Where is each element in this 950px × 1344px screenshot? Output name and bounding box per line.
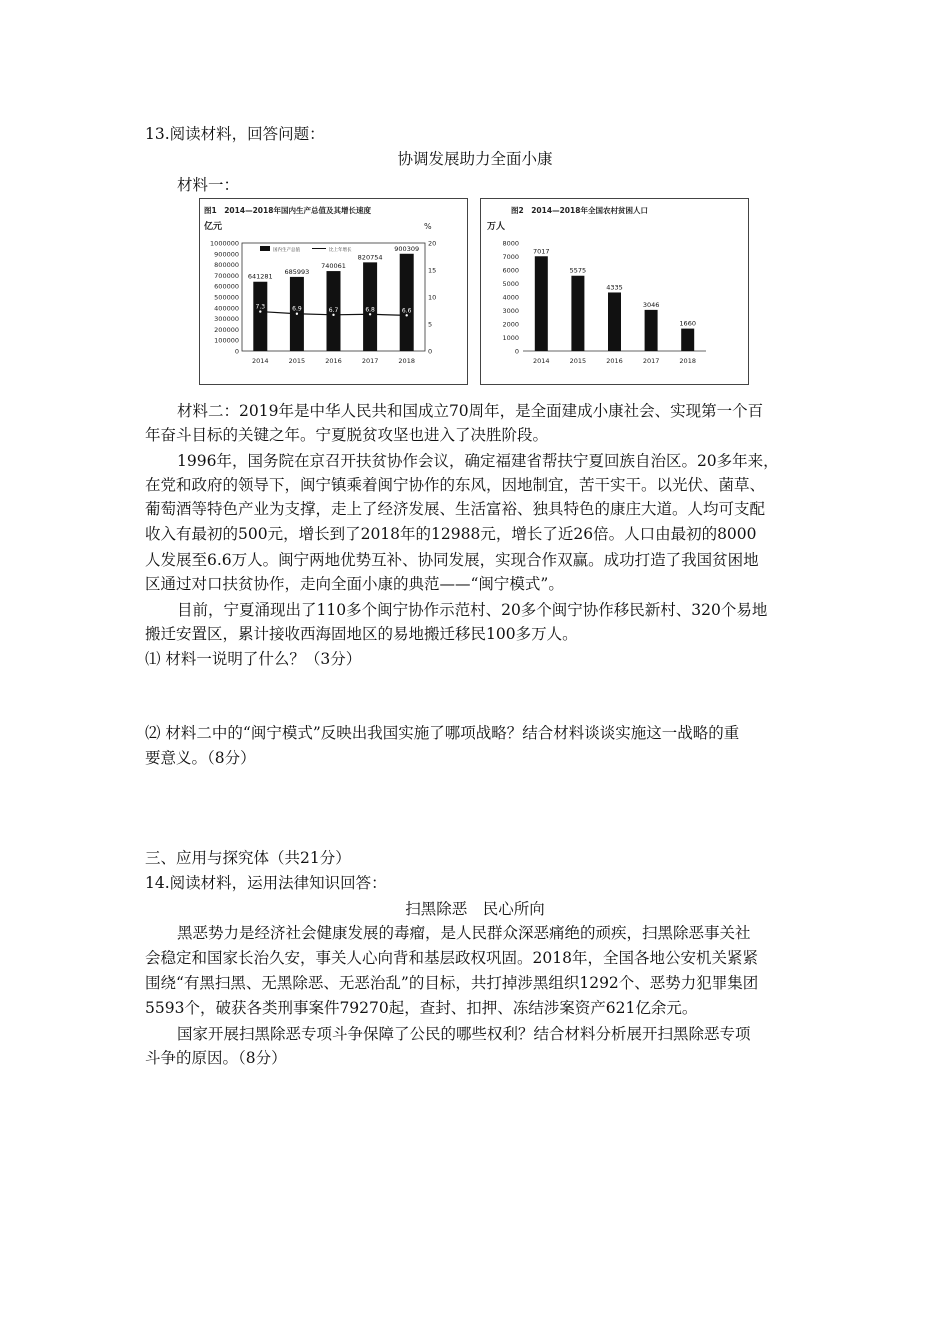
poverty-chart [480, 198, 749, 385]
bar [608, 292, 621, 351]
growth-value-label: 6.8 [365, 306, 375, 314]
bar-value-label: 900309 [394, 244, 420, 253]
q14-title: 扫黑除恶 民心所向 [405, 900, 545, 918]
y-tick-label: 4000 [502, 293, 519, 302]
growth-value-label: 7.3 [255, 303, 266, 311]
material2-line: 在党和政府的领导下，闽宁镇乘着闽宁协作的东风，因地制宜，苦干实干。以光伏、菌草、 [145, 476, 766, 494]
x-tick-label: 2015 [569, 357, 587, 365]
q14-line: 国家开展扫黑除恶专项斗争保障了公民的哪些权利？结合材料分析展开扫黑除恶专项 [177, 1025, 751, 1043]
y-axis-label-right: % [424, 222, 432, 231]
x-tick-label: 2016 [325, 357, 342, 365]
y-tick-label-right: 0 [428, 347, 433, 356]
y-tick-label: 1000 [502, 334, 519, 342]
x-tick-label: 2017 [642, 357, 660, 365]
y-tick-label-left: 1000000 [210, 239, 239, 248]
growth-value-label: 6.6 [401, 307, 412, 315]
bar [645, 310, 658, 351]
section3-heading: 三、应用与探究体（共21分） [145, 849, 351, 867]
bar-value-label: 1660 [679, 319, 696, 328]
q14-line: 斗争的原因。（8分） [145, 1049, 287, 1067]
bar [253, 282, 267, 351]
legend-label: 国内生产总值 [273, 248, 300, 253]
gdp-chart-svg [200, 199, 467, 384]
y-tick-label-right: 20 [428, 239, 437, 248]
q13-subquestion-2: 要意义。（8分） [145, 749, 256, 767]
bar-value-label: 641281 [247, 272, 273, 281]
y-tick-label-right: 5 [428, 320, 433, 329]
bar-value-label: 3046 [642, 300, 660, 309]
poverty-chart-svg [481, 199, 748, 384]
material2-line: 人发展至6.6万人。闽宁两地优势互补、协同发展，实现合作双赢。成功打造了我国贫困地 [145, 551, 759, 569]
growth-value-label: 6.9 [292, 305, 302, 313]
bar-value-label: 740061 [321, 262, 346, 271]
bar-value-label: 820754 [357, 253, 383, 262]
bar-value-label: 4335 [606, 283, 623, 292]
q13-title: 协调发展助力全面小康 [397, 150, 553, 168]
material2-line: 年奋斗目标的关键之年。宁夏脱贫攻坚也进入了决胜阶段。 [145, 426, 549, 444]
y-tick-label: 7000 [502, 253, 519, 261]
gdp-chart [199, 198, 468, 385]
bar [571, 276, 584, 351]
y-tick-label-left: 200000 [214, 325, 239, 334]
material2-line: 目前，宁夏涌现出了110多个闽宁协作示范村、20多个闽宁协作移民新村、320个易地 [177, 601, 768, 619]
y-tick-label-left: 900000 [214, 250, 239, 259]
x-tick-label: 2014 [533, 357, 550, 365]
y-tick-label-left: 600000 [214, 282, 239, 291]
bar-value-label: 7017 [533, 247, 550, 256]
q14-line: 5593个，破获各类刑事案件79270起，查封、扣押、冻结涉案资产621亿余元。 [145, 999, 698, 1017]
y-tick-label-left: 400000 [214, 304, 239, 313]
bar [681, 329, 694, 351]
y-tick-label: 0 [514, 347, 519, 356]
q14-heading: 14.阅读材料，运用法律知识回答： [145, 874, 387, 892]
x-tick-label: 2015 [288, 357, 306, 365]
y-tick-label-right: 10 [428, 293, 437, 302]
material2-line: 区通过对口扶贫协作，走向全面小康的典范——“闽宁模式”。 [145, 575, 564, 593]
legend-swatch-bar [260, 246, 270, 251]
q13-heading: 13.阅读材料，回答问题： [145, 125, 325, 143]
y-tick-label-left: 500000 [214, 293, 239, 302]
bar-value-label: 685993 [284, 267, 310, 276]
material2-line: 材料二：2019年是中华人民共和国成立70周年，是全面建成小康社会、实现第一个百 [177, 402, 764, 420]
material2-line: 搬迁安置区，累计接收西海固地区的易地搬迁移民100多万人。 [145, 625, 578, 643]
growth-value-label: 6.7 [328, 306, 339, 314]
q13-subquestion-1: ⑴ 材料一说明了什么？（3分） [145, 650, 362, 668]
legend-label: 比上年增长 [329, 248, 352, 253]
q14-line: 黑恶势力是经济社会健康发展的毒瘤，是人民群众深恶痛绝的顽疾，扫黑除恶事关社 [177, 924, 751, 942]
material2-line: 1996年，国务院在京召开扶贫协作会议，确定福建省帮扶宁夏回族自治区。20多年来， [177, 452, 779, 470]
x-tick-label: 2014 [252, 357, 269, 365]
y-tick-label: 3000 [502, 307, 519, 315]
y-tick-label: 5000 [502, 280, 519, 288]
q14-line: 围绕“有黑扫黑、无黑除恶、无恶治乱”的目标，共打掉涉黑组织1292个、恶势力犯罪集团 [145, 974, 759, 992]
bar [400, 254, 414, 351]
x-tick-label: 2017 [361, 357, 379, 365]
y-tick-label-left: 100000 [214, 336, 239, 345]
x-tick-label: 2016 [606, 357, 623, 365]
y-tick-label: 2000 [502, 320, 519, 329]
chart-title: 图2 2014—2018年全国农村贫困人口 [511, 206, 648, 215]
y-axis-label: 万人 [487, 222, 506, 232]
bar-value-label: 5575 [569, 266, 587, 275]
y-tick-label-right: 15 [428, 266, 437, 275]
bar [535, 256, 548, 351]
material2-line: 收入有最初的500元，增长到了2018年的12988元，增长了近26倍。人口由最初的8000 [145, 525, 757, 543]
chart-title: 图1 2014—2018年国内生产总值及其增长速度 [204, 206, 371, 215]
y-tick-label-left: 0 [234, 347, 239, 356]
y-tick-label-left: 700000 [214, 271, 239, 280]
material1-label: 材料一： [177, 176, 240, 194]
material2-line: 葡萄酒等特色产业为支撑，走上了经济发展、生活富裕、独具特色的康庄大道。人均可支配 [145, 500, 766, 518]
y-tick-label: 6000 [502, 266, 519, 275]
q13-subquestion-2: ⑵ 材料二中的“闽宁模式”反映出我国实施了哪项战略？结合材料谈谈实施这一战略的重 [145, 724, 740, 742]
y-axis-label-left: 亿元 [204, 222, 223, 232]
x-tick-label: 2018 [679, 357, 696, 365]
y-tick-label-left: 300000 [214, 315, 239, 324]
x-tick-label: 2018 [398, 357, 415, 365]
y-tick-label: 8000 [502, 239, 519, 248]
q14-line: 会稳定和国家长治久安，事关人心向背和基层政权巩固。2018年，全国各地公安机关紧紧 [145, 949, 758, 967]
y-tick-label-left: 800000 [214, 261, 239, 270]
